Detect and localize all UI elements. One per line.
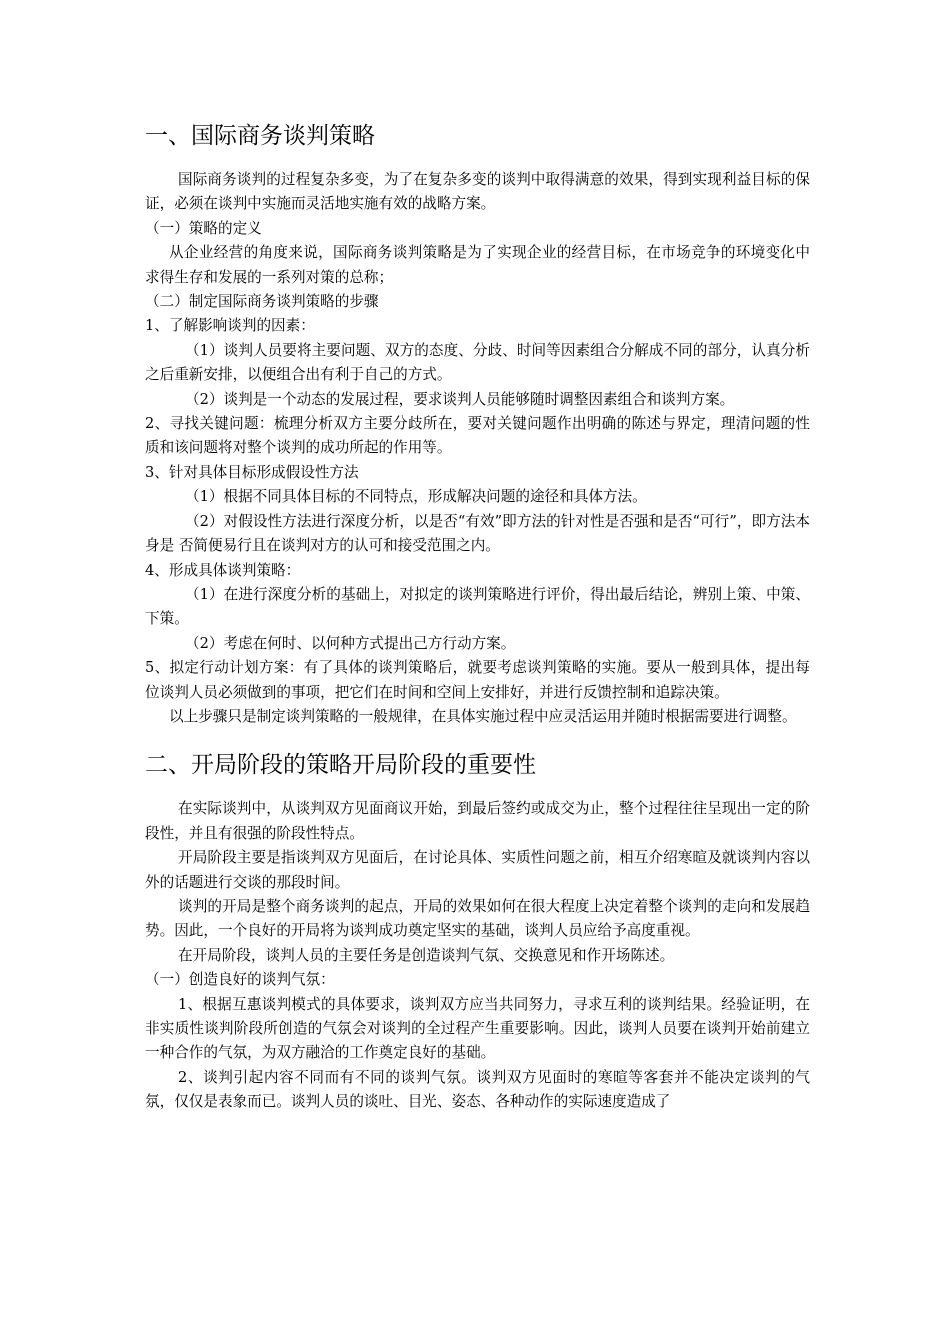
- step-paragraph: 5、拟定行动计划方案：有了具体的谈判策略后，就要考虑谈判策略的实施。要从一般到具体，提出每位谈判人员必须做到的事项，把它们在时间和空间上安排好，并进行反馈控制和追踪决策。: [145, 659, 810, 701]
- list-item: （2）考虑在何时、以何种方式提出己方行动方案。: [185, 634, 516, 652]
- paragraph: 从企业经营的角度来说，国际商务谈判策略是为了实现企业的经营目标，在市场竞争的环境变化中求得生存和发展的一系列对策的总称；: [145, 244, 810, 286]
- list-item: （1）在进行深度分析的基础上，对拟定的谈判策略进行评价，得出最后结论，辨别上策、中策、下策。: [145, 585, 810, 628]
- paragraph: 在开局阶段，谈判人员的主要任务是创造谈判气氛、交换意见和作开场陈述。: [178, 946, 675, 964]
- paragraph: 国际商务谈判的过程复杂多变，为了在复杂多变的谈判中取得满意的效果，得到实现利益目标的保证，必须在谈判中实施而灵活地实施有效的战略方案。: [145, 171, 810, 213]
- list-item: （1）谈判人员要将主要问题、双方的态度、分歧、时间等因素组合分解成不同的部分，认真分析之后重新安排，以便组合出有利于自己的方式。: [145, 341, 810, 384]
- subheading: （一）创造良好的谈判气氛：: [145, 971, 335, 989]
- step-heading: 1、了解影响谈判的因素：: [145, 317, 315, 335]
- list-item: （1）根据不同具体目标的不同特点，形成解决问题的途径和具体方法。: [185, 488, 647, 506]
- list-item: （2）对假设性方法进行深度分析，以是否“有效”即方法的针对性是否强和是否“可行”，即方法本身是 否简便易行且在谈判对方的认可和接受范围之内。: [145, 512, 810, 555]
- section-heading-1: 一、国际商务谈判策略: [145, 123, 375, 149]
- step-heading: 3、针对具体目标形成假设性方法: [145, 463, 359, 481]
- paragraph: 谈判的开局是整个商务谈判的起点，开局的效果如何在很大程度上决定着整个谈判的走向和发展趋势。因此，一个良好的开局将为谈判成功奠定坚实的基础，谈判人员应给予高度重视。: [145, 897, 810, 940]
- subheading: （二）制定国际商务谈判策略的步骤: [145, 293, 379, 311]
- subheading: （一）策略的定义: [145, 219, 262, 237]
- list-item: （2）谈判是一个动态的发展过程，要求谈判人员能够随时调整因素组合和谈判方案。: [185, 390, 735, 408]
- step-paragraph: 2、寻找关键问题：梳理分析双方主要分歧所在，要对关键问题作出明确的陈述与界定，理清问题的性质和该问题将对整个谈判的成功所起的作用等。: [145, 415, 810, 457]
- step-heading: 4、形成具体谈判策略：: [145, 561, 301, 579]
- paragraph: 在实际谈判中，从谈判双方见面商议开始，到最后签约或成交为止，整个过程往往呈现出一定的阶段性，并且有很强的阶段性特点。: [145, 800, 810, 842]
- paragraph: 以上步骤只是制定谈判策略的一般规律，在具体实施过程中应灵活运用并随时根据需要进行调整。: [169, 707, 797, 725]
- section-heading-2: 二、开局阶段的策略开局阶段的重要性: [145, 752, 536, 779]
- paragraph: 2、谈判引起内容不同而有不同的谈判气氛。谈判双方见面时的寒暄等客套并不能决定谈判的气氛，仅仅是表象而已。谈判人员的谈吐、目光、姿态、各种动作的实际速度造成了: [145, 1068, 810, 1111]
- document-body: [145, 122, 810, 1115]
- paragraph: 1、根据互惠谈判模式的具体要求，谈判双方应当共同努力，寻求互利的谈判结果。经验证明，在非实质性谈判阶段所创造的气氛会对谈判的全过程产生重要影响。因此，谈判人员要在谈判开始前建立一种合作的气氛，为双方融洽的工作奠定良好的基础。: [145, 995, 810, 1062]
- paragraph: 开局阶段主要是指谈判双方见面后，在讨论具体、实质性问题之前，相互介绍寒暄及就谈判内容以外的话题进行交谈的那段时间。: [145, 849, 810, 891]
